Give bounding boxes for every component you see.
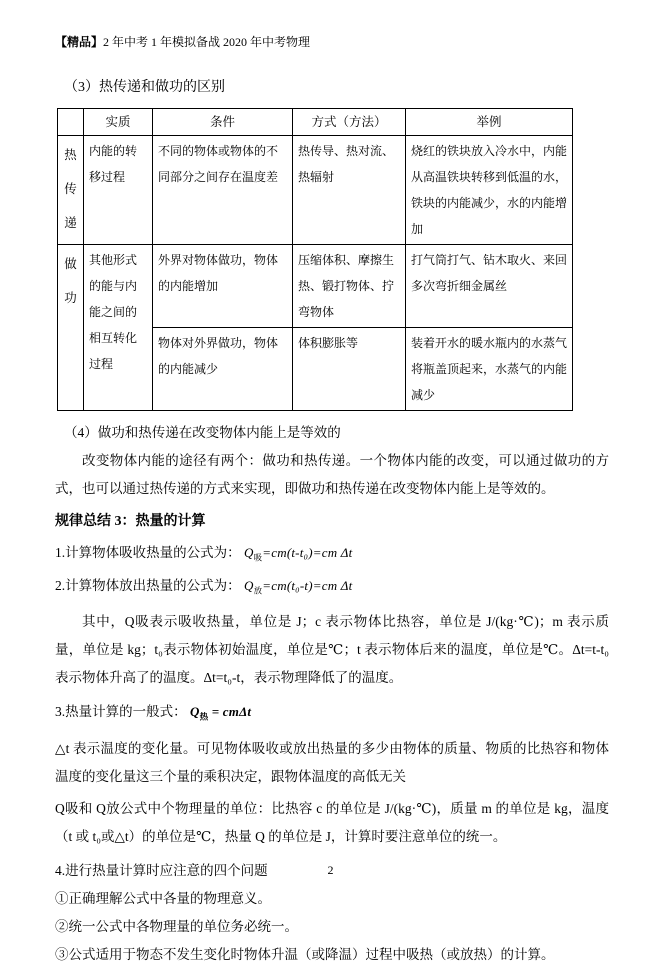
row-label-work: 做功: [58, 245, 84, 411]
cell-work-decrease-example: 装着开水的暖水瓶内的水蒸气将瓶盖顶起来，水蒸气的内能减少: [406, 328, 573, 411]
table-row-heat-transfer: [58, 136, 573, 245]
formula-absorb-q: Q: [244, 545, 254, 560]
note-item-1: ①正确理解公式中各量的物理意义。: [55, 890, 271, 906]
table-row-work-increase: [58, 245, 573, 328]
heat-vs-work-table: [57, 108, 573, 411]
header-brand: 【精品】: [55, 35, 104, 49]
header-title: 2 年中考 1 年模拟备战 2020 年中考物理: [103, 35, 311, 49]
cell-work-increase-methods: 压缩体积、摩擦生热、锻打物体、拧弯物体: [293, 245, 406, 328]
document-header: [55, 34, 609, 50]
section4-heading: （4）做功和热传递在改变物体内能上是等效的: [64, 425, 341, 440]
formula-absorb-expr: =cm(t-t₀)=cm Δt: [262, 545, 353, 560]
formula-release-subscript: 放: [253, 585, 263, 596]
general-formula-subscript: 热: [199, 711, 209, 722]
section4-body: 改变物体内能的途径有两个：做功和热传递。一个物体内能的改变，可以通过做功的方式，也可以通过热传递的方式来实现，即做功和热传递在改变物体内能上是等效的。: [55, 453, 609, 496]
cell-work-essence: 其他形式的能与内能之间的相互转化过程: [84, 245, 153, 411]
general-formula: [190, 704, 252, 722]
general-formula-expr: = cmΔt: [208, 704, 252, 720]
cell-work-decrease-condition: 物体对外界做功，物体的内能减少: [153, 328, 293, 411]
table-corner-cell: [58, 109, 84, 136]
formula-absorb-line: [55, 539, 609, 572]
formula-release-expr: =cm(t₀-t)=cm Δt: [262, 577, 353, 593]
page-number: 2: [327, 863, 334, 877]
formula-explanation: 其中，Q吸表示吸收热量，单位是 J；c 表示物体比热容，单位是 J/(kg·℃)；m 表示质量，单位是 kg；t₀表示物体初始温度，单位是℃；t 表示物体后来的温度，单位是℃。Δt=t-t₀表示物体升高了的温度。Δt=t₀-t，表示物理降低了的温度。: [55, 614, 609, 686]
column-header-essence: 实质: [84, 109, 153, 136]
note-item-3: ③公式适用于物态不发生变化时物体升温（或降温）过程中吸热（或放热）的计算。: [55, 946, 555, 962]
general-formula-line: [55, 698, 609, 731]
general-formula-label: 3.热量计算的一般式：: [55, 704, 187, 720]
formula-absorb-subscript: 吸: [253, 552, 263, 563]
table-header-row: [58, 109, 573, 136]
formula-release-label: 2.计算物体放出热量的公式为：: [55, 577, 241, 593]
formula-release-line: [55, 572, 609, 605]
cell-work-decrease-methods: 体积膨胀等: [293, 328, 406, 411]
formula-release-q: Q: [244, 577, 254, 593]
cell-work-increase-example: 打气筒打气、钻木取火、来回多次弯折细金属丝: [406, 245, 573, 328]
cell-heat-condition: 不同的物体或物体的不同部分之间存在温度差: [153, 136, 293, 245]
units-note: Q吸和 Q放公式中个物理量的单位：比热容 c 的单位是 J/(kg·℃)，质量 m 的单位是 kg，温度（t 或 t₀或△t）的单位是℃，热量 Q 的单位是 J，计算时要注意单位的统一。: [55, 800, 609, 844]
column-header-condition: 条件: [153, 109, 293, 136]
column-header-example: 举例: [406, 109, 573, 136]
formula-absorb-label: 1.计算物体吸收热量的公式为：: [55, 545, 241, 560]
formula-absorb: [244, 545, 353, 563]
row-label-heat-transfer: 热传递: [58, 136, 84, 245]
cell-heat-methods: 热传导、热对流、热辐射: [293, 136, 406, 245]
summary-heading: 规律总结 3：热量的计算: [55, 514, 206, 529]
section3-heading: （3）热传递和做功的区别: [64, 80, 225, 95]
cell-work-increase-condition: 外界对物体做功，物体的内能增加: [153, 245, 293, 328]
four-problems-heading: 4.进行热量计算时应注意的四个问题: [55, 862, 268, 878]
delta-t-note: △t 表示温度的变化量。可见物体吸收或放出热量的多少由物体的质量、物质的比热容和物体温度的变化量这三个量的乘积决定，跟物体温度的高低无关: [55, 740, 609, 784]
general-formula-q: Q: [190, 704, 200, 720]
cell-heat-example: 烧红的铁块放入冷水中，内能从高温铁块转移到低温的水，铁块的内能减少，水的内能增加: [406, 136, 573, 245]
note-item-2: ②统一公式中各物理量的单位务必统一。: [55, 918, 298, 934]
column-header-method: 方式（方法）: [293, 109, 406, 136]
formula-release: [244, 577, 353, 596]
cell-heat-essence: 内能的转移过程: [84, 136, 153, 245]
